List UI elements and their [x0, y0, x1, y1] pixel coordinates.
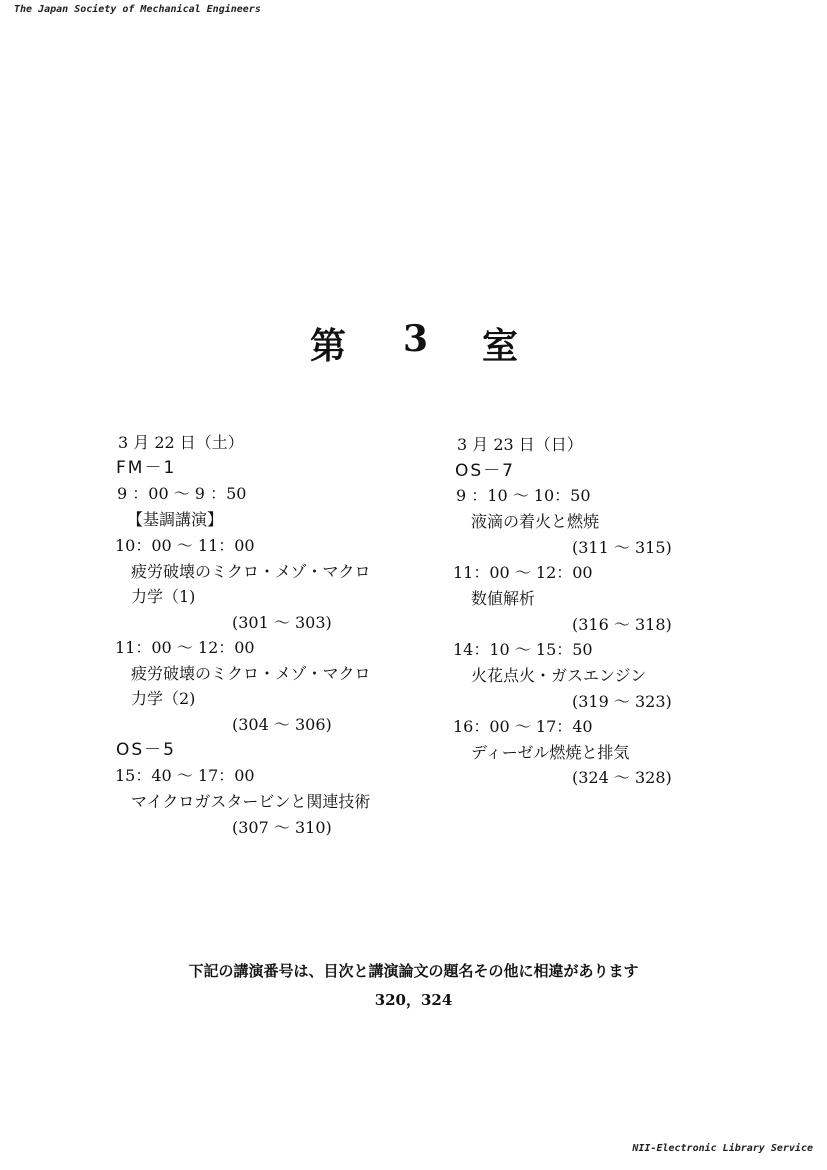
slot-time: 9 ：10 ～ 10：50 — [456, 486, 591, 505]
errata-numbers: 320，324 — [374, 991, 453, 1009]
page-range: (301 ～ 303) — [232, 613, 332, 632]
talk-title: 火花点火・ガスエンジン — [471, 666, 647, 685]
page-range: (304 ～ 306) — [232, 715, 332, 734]
page-range: (307 ～ 310) — [232, 818, 332, 837]
title-char-3: 室 — [482, 325, 519, 367]
page-range: (319 ～ 323) — [572, 692, 672, 711]
talk-title: 疲労破壊のミクロ・メゾ・マクロ — [131, 562, 371, 581]
session-code: OS－7 — [455, 461, 515, 481]
session-code: FM－1 — [116, 458, 177, 478]
page-range: (316 ～ 318) — [572, 615, 672, 634]
session-code: OS－5 — [116, 740, 176, 760]
footer-service: NII-Electronic Library Service — [632, 1143, 813, 1154]
page-range: (324 ～ 328) — [572, 768, 672, 787]
talk-title-cont: 力学（2) — [131, 689, 196, 708]
slot-time: 15：40 ～ 17：00 — [115, 766, 255, 785]
header-society: The Japan Society of Mechanical Engineers — [14, 4, 261, 15]
day-date: 3 月 22 日（土） — [118, 433, 244, 452]
title-char-2: 3 — [403, 318, 429, 360]
talk-title: マイクロガスタービンと関連技術 — [131, 792, 371, 811]
slot-time: 10：00 ～ 11：00 — [115, 536, 255, 555]
talk-title: 液滴の着火と燃焼 — [471, 512, 600, 531]
day-date: 3 月 23 日（日） — [457, 435, 583, 454]
talk-title-cont: 力学（1) — [131, 587, 196, 606]
talk-title: 数値解析 — [471, 589, 536, 608]
slot-time: 11：00 ～ 12：00 — [115, 638, 255, 657]
talk-title: ディーゼル燃焼と排気 — [471, 743, 630, 762]
talk-title: 疲労破壊のミクロ・メゾ・マクロ — [131, 664, 371, 683]
page-range: (311 ～ 315) — [572, 538, 672, 557]
title-char-1: 第 — [310, 325, 347, 367]
keynote-label: 【基調講演】 — [127, 510, 224, 529]
slot-time: 16：00 ～ 17：40 — [453, 717, 593, 736]
slot-time: 14：10 ～ 15：50 — [453, 640, 593, 659]
slot-time: 11：00 ～ 12：00 — [453, 563, 593, 582]
slot-time: 9 ：00 ～ 9 ：50 — [117, 484, 247, 503]
errata-text: 下記の講演番号は、目次と講演論文の題名その他に相違があります — [188, 962, 639, 980]
